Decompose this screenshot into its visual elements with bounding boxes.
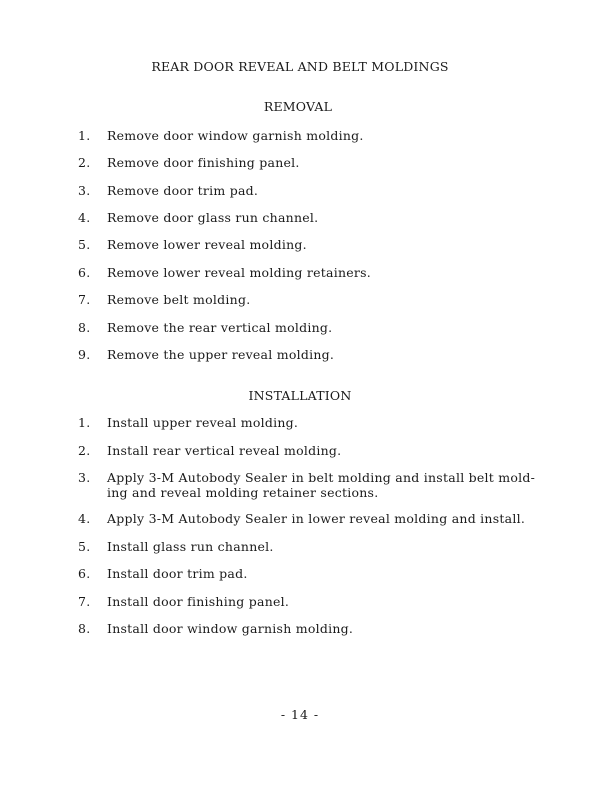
step-number: 7. — [78, 292, 91, 307]
installation-step — [78, 511, 538, 526]
step-number: 7. — [78, 594, 91, 609]
step-text: Remove lower reveal molding. — [107, 237, 307, 252]
step-text: Apply 3-M Autobody Sealer in lower reveal molding and install. — [107, 511, 526, 526]
step-number: 3. — [78, 183, 91, 198]
step-text: Remove belt molding. — [107, 292, 251, 307]
removal-step — [78, 183, 538, 198]
step-number: 4. — [78, 210, 91, 225]
removal-step — [78, 320, 538, 335]
step-number: 8. — [78, 621, 91, 636]
removal-step — [78, 237, 538, 252]
removal-step — [78, 265, 538, 280]
step-text: Remove door trim pad. — [107, 183, 259, 198]
step-number: 3. — [78, 470, 91, 485]
step-text: Install door finishing panel. — [107, 594, 290, 609]
step-number: 5. — [78, 237, 91, 252]
step-text: Apply 3-M Autobody Sealer in belt molding and install belt mold- ing and reveal molding retainer sections. — [107, 470, 536, 500]
installation-step — [78, 539, 538, 554]
removal-step — [78, 210, 538, 225]
installation-step — [78, 415, 538, 430]
step-text: Remove lower reveal molding retainers. — [107, 265, 372, 280]
installation-step — [78, 470, 538, 500]
step-number: 1. — [78, 128, 91, 143]
step-number: 1. — [78, 415, 91, 430]
step-text: Install door trim pad. — [107, 566, 248, 581]
step-number: 6. — [78, 566, 91, 581]
page-number: - 14 - — [280, 707, 320, 722]
step-number: 5. — [78, 539, 91, 554]
installation-step — [78, 594, 538, 609]
removal-step — [78, 155, 538, 170]
step-number: 8. — [78, 320, 91, 335]
step-text: Remove the rear vertical molding. — [107, 320, 333, 335]
removal-step — [78, 347, 538, 362]
installation-heading: INSTALLATION — [248, 388, 352, 403]
step-number: 9. — [78, 347, 91, 362]
removal-step — [78, 128, 538, 143]
step-text: Install rear vertical reveal molding. — [107, 443, 342, 458]
installation-step — [78, 621, 538, 636]
removal-step — [78, 292, 538, 307]
step-text: Remove door finishing panel. — [107, 155, 300, 170]
step-text: Remove door window garnish molding. — [107, 128, 364, 143]
step-text: Remove the upper reveal molding. — [107, 347, 335, 362]
installation-step — [78, 443, 538, 458]
removal-heading: REMOVAL — [263, 99, 333, 114]
step-number: 2. — [78, 443, 91, 458]
step-number: 6. — [78, 265, 91, 280]
step-text: Install door window garnish molding. — [107, 621, 354, 636]
installation-step — [78, 566, 538, 581]
step-text: Remove door glass run channel. — [107, 210, 319, 225]
step-number: 2. — [78, 155, 91, 170]
step-text: Install glass run channel. — [107, 539, 274, 554]
step-number: 4. — [78, 511, 91, 526]
step-text: Install upper reveal molding. — [107, 415, 299, 430]
page-title: REAR DOOR REVEAL AND BELT MOLDINGS — [151, 59, 449, 74]
